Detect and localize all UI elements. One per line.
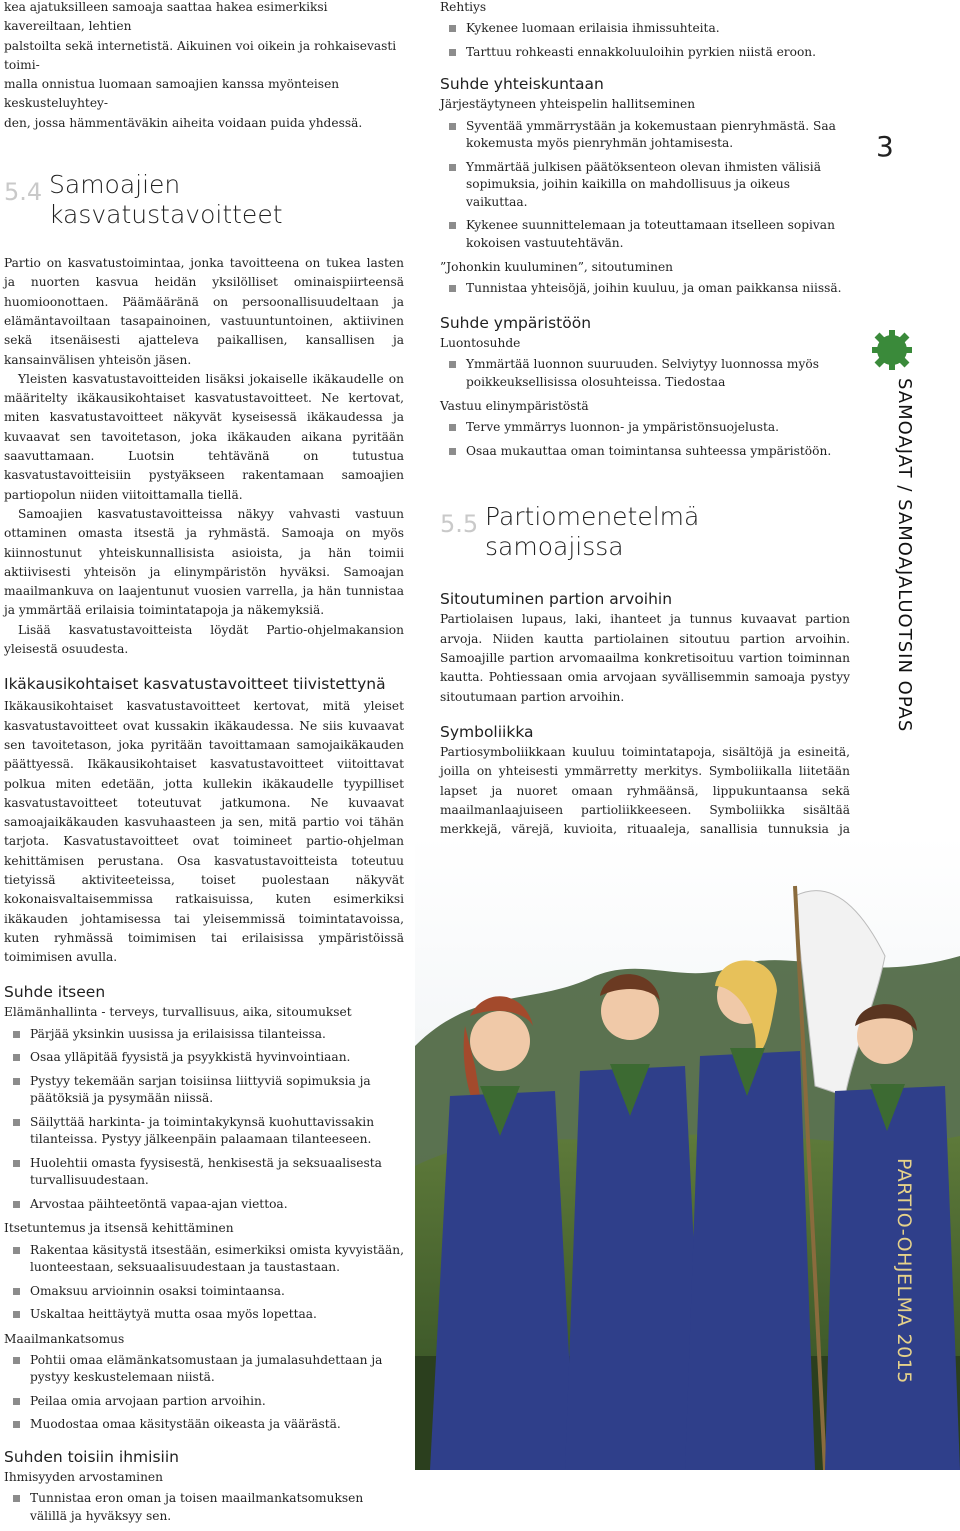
square-bullet-icon xyxy=(449,49,456,56)
square-bullet-icon xyxy=(13,1160,20,1167)
body-paragraph: Yleisten kasvatustavoitteiden lisäksi jokaiselle ikäkaudelle on määritelty ikäkausikohtaiset kasvatustavoitteet. Ne kertovat, miten kasvatustavoitteet näkyvät kyseisessä ikäkaudessa ja kuvaavat sen tavoitetason, joka ikäkauden aikana pyritään saavuttamaan. Luotsin tehtävänä on tutustua kasvatustavoitteisiin pystyäkseen rakentamaan samoajien partiopolun niiden viitoittamalla tiellä. xyxy=(4,371,404,502)
square-bullet-icon xyxy=(13,1311,20,1318)
list-item-text: Tarttuu rohkeasti ennakkoluuloihin pyrkien niistä eroon. xyxy=(466,44,817,59)
vertical-guide-title-text: SAMOAJAT / SAMOAJALUOTSIN OPAS xyxy=(894,378,915,733)
subheading-symboliikka: Symboliikka xyxy=(440,722,534,741)
list-item-text: Muodostaa omaa käsitystään oikeasta ja väärästä. xyxy=(30,1417,341,1432)
body-paragraph: Partiosymboliikkaan kuuluu toimintatapoja, sisältöjä ja esineitä, joilla on yhteisesti ymmärretty merkitys. Symboliikalla liitetään lapset ja nuoret omaan ryhmäänsä, lippukuntaansa sekä maailmanlaajuiseen partioliikkeeseen. Symboliikka sisältää merkkejä, värejä, kuvioita, rituaaleja, sanallisia tunnuksia ja xyxy=(440,744,850,837)
square-bullet-icon xyxy=(449,448,456,455)
group-label: Ihmisyyden arvostaminen xyxy=(4,1469,163,1484)
bullet-list xyxy=(4,1490,404,1525)
list-item xyxy=(4,1352,404,1387)
list-item-text: Syventää ymmärrystään ja kokemustaan pienryhmästä. Saa kokemusta myös pienryhmän johtamisesta. xyxy=(466,118,836,151)
list-item xyxy=(440,217,850,252)
intro-line: palstoilta sekä internetistä. Aikuinen voi oikein ja rohkaisevasti toimi- xyxy=(4,38,397,72)
list-item-text: Säilyttää harkinta- ja toimintakykynsä kuohuttavissakin tilanteissa. Pystyy jälkeenpäin palaamaan tilanteeseen. xyxy=(30,1114,375,1147)
list-item xyxy=(4,1026,404,1044)
subheading-suhde-itseen: Suhde itseen xyxy=(4,983,106,1002)
vertical-guide-title xyxy=(893,378,915,738)
list-item-text: Pärjää yksinkin uusissa ja erilaisissa tilanteissa. xyxy=(30,1026,326,1041)
bullet-list xyxy=(440,20,850,61)
intro-line: kea ajatuksilleen samoaja saattaa hakea esimerkiksi kavereiltaan, lehtien xyxy=(4,0,328,34)
list-item xyxy=(4,1490,404,1525)
square-bullet-icon xyxy=(13,1031,20,1038)
left-column xyxy=(4,0,404,1531)
group-label: Rehtiys xyxy=(440,0,487,14)
list-item-text: Tunnistaa yhteisöjä, joihin kuuluu, ja oman paikkansa niissä. xyxy=(466,281,842,296)
bullet-list xyxy=(440,356,850,391)
intro-line: malla onnistua luomaan samoajien kanssa myönteisen keskusteluyhtey- xyxy=(4,77,340,111)
list-item xyxy=(440,419,850,437)
list-item xyxy=(4,1114,404,1149)
list-item xyxy=(440,443,850,461)
section-title-line: samoajissa xyxy=(485,532,624,562)
list-item xyxy=(440,280,850,298)
intro-paragraph xyxy=(4,0,404,133)
list-item-text: Kykenee luomaan erilaisia ihmissuhteita. xyxy=(466,21,720,36)
body-paragraph: Partiolaisen lupaus, laki, ihanteet ja tunnus kuvaavat partion arvoja. Niiden kautta partiolainen sitoutuu partion arvoihin. Samoajille partion arvomaailma konkretisoituu vartion toiminnan kautta. Pohtiessaan omia arvojaan syvällisemmin samoaja pystyy sitoutumaan partion arvoihin. xyxy=(440,612,850,704)
section-heading-5-4 xyxy=(4,170,404,230)
body-paragraph: Samoajien kasvatustavoitteissa näkyy vahvasti vastuun ottaminen omasta itsestä ja ryhmästä. Samoaja on myös kiinnostunut yhteiskunnallisista asioista, ja hän toimii aktiivisesti yhteisön ja elinympäristön hyväksi. Samoajan maailmankuva on laajentunut vuosien varrella, ja hän tunnistaa ja ymmärtää erilaisia toimintatapoja ja näkemyksiä. xyxy=(4,506,404,618)
list-item-text: Osaa mukauttaa oman toimintansa suhteessa ympäristöön. xyxy=(466,443,832,458)
square-bullet-icon xyxy=(449,222,456,229)
section-title-line: kasvatustavoitteet xyxy=(49,200,283,230)
group-label: ”Johonkin kuuluminen”, sitoutuminen xyxy=(440,260,674,275)
list-item-text: Rakentaa käsitystä itsestään, esimerkiksi omista kyvyistään, luonteestaan, seksuaalisuudestaan ja taustastaan. xyxy=(30,1242,404,1275)
section-number: 5.4 xyxy=(4,178,43,207)
subheading-suhde-yhteiskuntaan: Suhde yhteiskuntaan xyxy=(440,75,604,94)
body-paragraph: Partio on kasvatustoimintaa, jonka tavoitteena on tukea lasten ja nuorten kasvua heidän yksilölliset ominaispiirteensä huomioonottaen. Päämääränä on persoonallisuudeltaan ja elämäntavoiltaan tasapainoinen, vastuuntuntoinen, aktiivinen sekä itsenäisesti ajatteleva paikallisen, kansallisen ja kansainvälisen yhteisön jäsen. xyxy=(4,256,404,367)
list-item xyxy=(440,44,850,62)
subheading-suhde-toisiin: Suhden toisiin ihmisiin xyxy=(4,1447,179,1466)
list-item-text: Ymmärtää luonnon suuruuden. Selviytyy luonnossa myös poikkeuksellisissa olosuhteissa. Tiedostaa xyxy=(466,357,819,389)
gear-icon xyxy=(872,330,912,370)
body-paragraph: Lisää kasvatustavoitteista löydät Partio-ohjelmakansion yleisestä osuudesta. xyxy=(4,622,404,657)
list-item xyxy=(440,159,850,212)
square-bullet-icon xyxy=(13,1247,20,1254)
body-paragraph: Ikäkausikohtaiset kasvatustavoitteet kertovat, mitä yleiset kasvatustavoitteet ovat kussakin ikäkaudessa. Ne siis kuvaavat sen tavoitetason, joka pyritään tavoittamaan samojaikäkauden päättyessä. Ikäkausikohtaiset kasvatustavoitteet viitoittavat polkua miten edetään, jotta kullekin ikäkaudelle tyypilliset kasvatustavoitteet toteutuvat jatkumona. Ne kuvaavat samoajaikäkauden kasvuhaasteen ja sen, mitä partio voi tähän tarjota. Kasvatustavoitteet ovat toimineet partio-ohjelman kehittämisen perustana. Osa kasvatustavoitteista toteutuu tietyissä aktiviteeteissa, toiset puolestaan näkyvät kokonaisvaltaisemmissa ratkaisuissa, kuten esimerkiksi ikäkauden johtamisessa tai yleisemmissä toimintatavoissa, kuten ryhmässä toimimisen tai erilaisissa ympäristöissä toimimisen avulla. xyxy=(4,699,404,965)
bullet-list xyxy=(440,118,850,253)
list-item-text: Tunnistaa eron oman ja toisen maailmankatsomuksen välillä ja hyväksyy sen. xyxy=(30,1491,364,1523)
square-bullet-icon xyxy=(13,1054,20,1061)
section-heading-5-5 xyxy=(440,502,850,562)
list-item xyxy=(4,1155,404,1190)
square-bullet-icon xyxy=(13,1421,20,1428)
subheading-ikakausi: Ikäkausikohtaiset kasvatustavoitteet tiivistettynä xyxy=(4,675,386,694)
middle-column xyxy=(440,0,850,859)
list-item-text: Peilaa omia arvojaan partion arvoihin. xyxy=(30,1393,266,1408)
square-bullet-icon xyxy=(449,25,456,32)
list-item xyxy=(440,356,850,391)
list-item-text: Omaksuu arvioinnin osaksi toimintaansa. xyxy=(30,1283,285,1298)
group-label: Vastuu elinympäristöstä xyxy=(440,399,589,414)
scouts-saluting-illustration xyxy=(415,836,960,1470)
square-bullet-icon xyxy=(13,1119,20,1126)
section-title-line: Samoajien xyxy=(49,170,181,200)
group-label: Elämänhallinta - terveys, turvallisuus, aika, sitoumukset xyxy=(4,1005,352,1020)
list-item xyxy=(4,1416,404,1434)
list-item xyxy=(440,118,850,153)
square-bullet-icon xyxy=(449,123,456,130)
list-item xyxy=(440,20,850,38)
list-item-text: Pohtii omaa elämänkatsomustaan ja jumalasuhdettaan ja pystyy keskustelemaan niistä. xyxy=(30,1352,383,1385)
square-bullet-icon xyxy=(13,1288,20,1295)
square-bullet-icon xyxy=(449,361,456,368)
bullet-list xyxy=(440,280,850,298)
square-bullet-icon xyxy=(13,1398,20,1405)
chapter-number: 3 xyxy=(876,130,894,163)
list-item-text: Terve ymmärrys luonnon- ja ympäristönsuojelusta. xyxy=(466,420,780,435)
section-number: 5.5 xyxy=(440,510,479,539)
group-label: Itsetuntemus ja itsensä kehittäminen xyxy=(4,1221,234,1236)
list-item xyxy=(4,1306,404,1324)
square-bullet-icon xyxy=(449,164,456,171)
list-item-text: Osaa ylläpitää fyysistä ja psyykkistä hyvinvointiaan. xyxy=(30,1050,351,1065)
intro-line: den, jossa hämmentäväkin aiheita voidaan puida yhdessä. xyxy=(4,115,363,130)
square-bullet-icon xyxy=(449,424,456,431)
bullet-list xyxy=(440,419,850,460)
bullet-list xyxy=(4,1026,404,1214)
subheading-suhde-ymparistoon: Suhde ympäristöön xyxy=(440,313,592,332)
list-item xyxy=(4,1242,404,1277)
list-item xyxy=(4,1073,404,1108)
list-item-text: Kykenee suunnittelemaan ja toteuttamaan itselleen sopivan kokoisen vastuutehtävän. xyxy=(466,218,835,250)
list-item xyxy=(4,1196,404,1214)
group-label: Luontosuhde xyxy=(440,335,521,350)
group-label: Järjestäytyneen yhteispelin hallitseminen xyxy=(440,97,696,112)
square-bullet-icon xyxy=(13,1078,20,1085)
subheading-sitoutuminen: Sitoutuminen partion arvoihin xyxy=(440,590,673,609)
square-bullet-icon xyxy=(13,1495,20,1502)
list-item xyxy=(4,1283,404,1301)
group-label: Maailmankatsomus xyxy=(4,1331,125,1346)
list-item-text: Huolehtii omasta fyysisestä, henkisestä ja seksuaalisesta turvallisuudestaan. xyxy=(30,1155,382,1188)
list-item xyxy=(4,1393,404,1411)
list-item xyxy=(4,1049,404,1067)
list-item-text: Uskaltaa heittäytyä mutta osaa myös lopettaa. xyxy=(30,1307,317,1322)
section-5-4-body xyxy=(4,254,404,659)
square-bullet-icon xyxy=(13,1357,20,1364)
section-title-line: Partiomenetelmä xyxy=(485,502,700,532)
bullet-list xyxy=(4,1242,404,1324)
list-item-text: Pystyy tekemään sarjan toisiinsa liittyviä sopimuksia ja päätöksiä ja pysymään niissä. xyxy=(30,1073,371,1106)
bullet-list xyxy=(4,1352,404,1434)
vertical-program-footer-text: PARTIO-OHJELMA 2015 xyxy=(893,1158,915,1384)
square-bullet-icon xyxy=(13,1201,20,1208)
square-bullet-icon xyxy=(449,285,456,292)
list-item-text: Ymmärtää julkisen päätöksenteon olevan ihmisten välisiä sopimuksia, joihin kaikilla on mahdollisuus ja oikeus vaikuttaa. xyxy=(466,159,821,209)
list-item-text: Arvostaa päihteetöntä vapaa-ajan viettoa. xyxy=(30,1196,288,1211)
